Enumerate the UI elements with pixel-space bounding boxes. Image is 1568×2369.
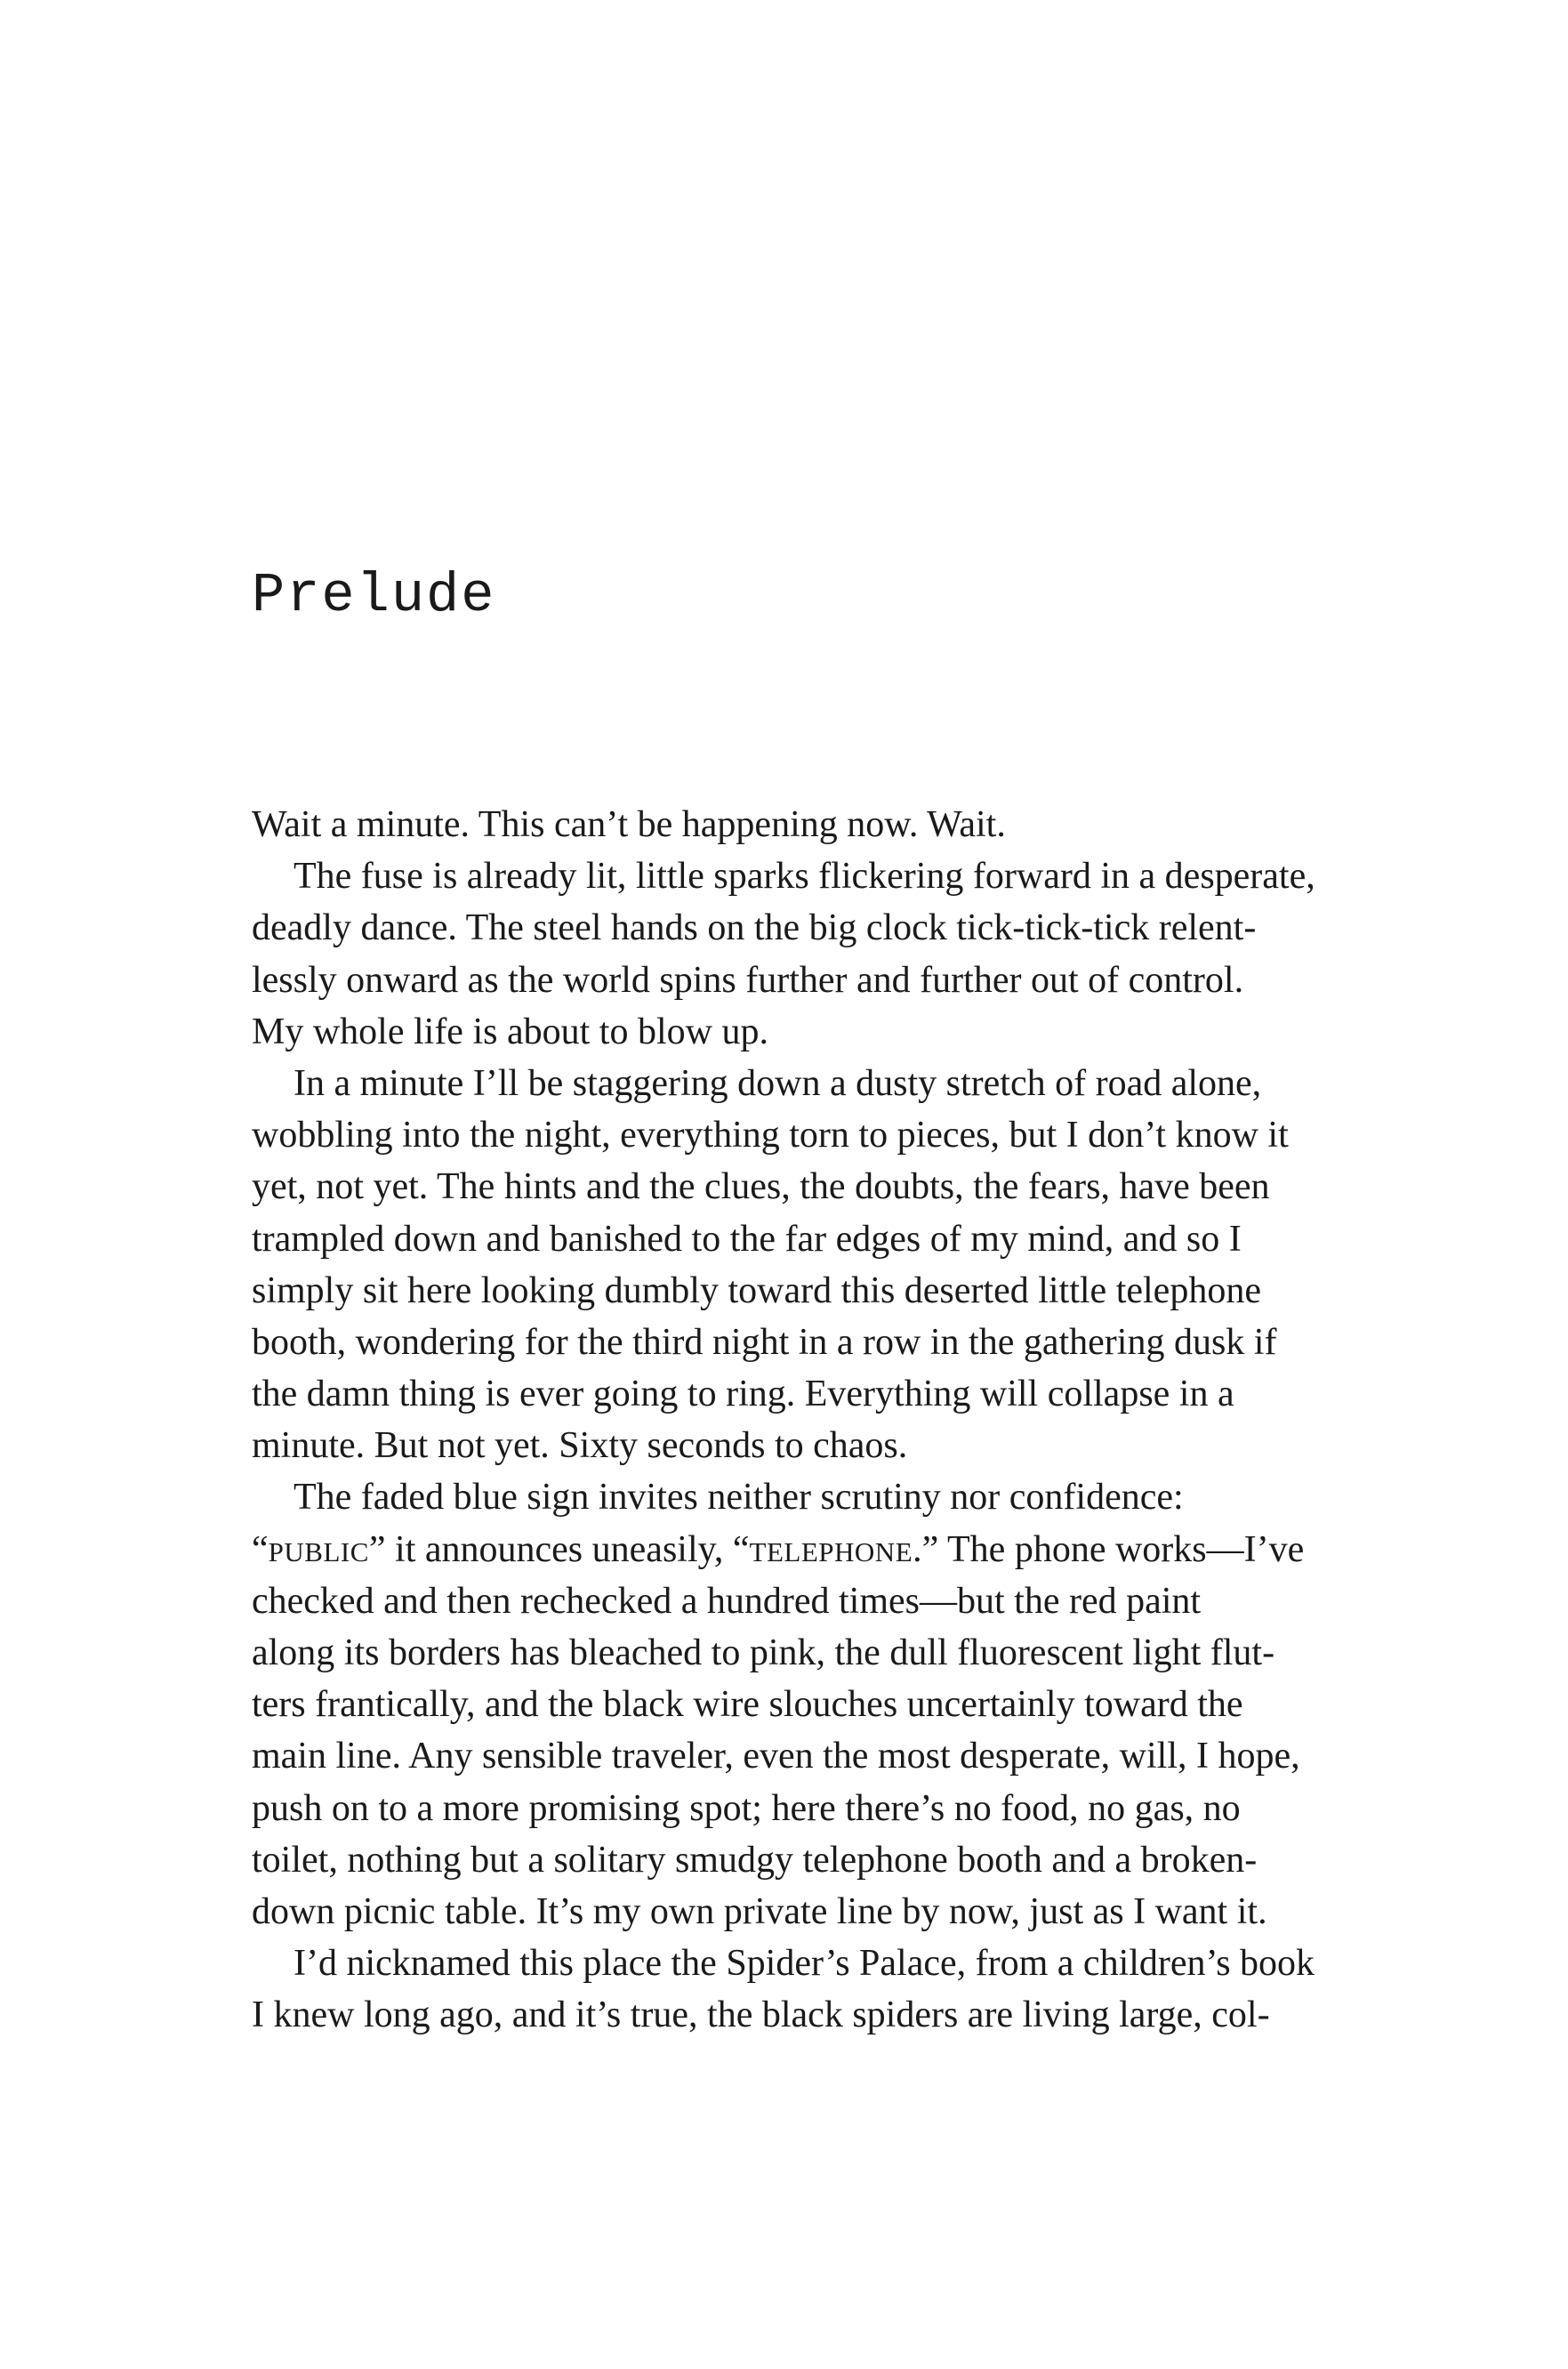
text-line: checked and then rechecked a hundred times—but the red paint [252,1580,1202,1622]
chapter-title: Prelude [252,564,496,627]
text-line: booth, wondering for the third night in a row in the gathering dusk if [252,1321,1277,1363]
text-line: toilet, nothing but a solitary smudgy telephone booth and a broken- [252,1839,1258,1881]
text-fragment: .” The phone works—I’ve [913,1528,1305,1570]
text-line: minute. But not yet. Sixty seconds to chaos. [252,1425,908,1467]
text-line-sign [252,1524,1390,1575]
text-line: My whole life is about to blow up. [252,1011,768,1052]
paragraph-first-line: The faded blue sign invites neither scrutiny nor confidence: [293,1477,1184,1519]
text-line: I knew long ago, and it’s true, the black spiders are living large, col- [252,1994,1270,2036]
text-line: push on to a more promising spot; here there’s no food, no gas, no [252,1787,1241,1829]
text-fragment: ” it announces uneasily, “ [368,1528,750,1570]
text-line: Wait a minute. This can’t be happening now. Wait. [252,804,1006,845]
text-line: yet, not yet. The hints and the clues, the doubts, the fears, have been [252,1166,1270,1208]
paragraph-first-line: The fuse is already lit, little sparks flickering forward in a desperate, [293,856,1315,898]
sign-word-public: PUBLIC [268,1535,369,1567]
text-line: wobbling into the night, everything torn to pieces, but I don’t know it [252,1115,1289,1156]
text-line: ters frantically, and the black wire slouches uncertainly toward the [252,1684,1243,1726]
text-line: deadly dance. The steel hands on the big clock tick-tick-tick relent- [252,907,1257,949]
text-line: down picnic table. It’s my own private line by now, just as I want it. [252,1890,1267,1932]
text-line: simply sit here looking dumbly toward this deserted little telephone [252,1269,1261,1311]
paragraph-first-line: I’d nicknamed this place the Spider’s Palace, from a children’s book [293,1943,1315,1985]
text-line: main line. Any sensible traveler, even the most desperate, will, I hope, [252,1736,1300,1777]
text-line: lessly onward as the world spins further and further out of control. [252,959,1244,1001]
body-text [252,799,1390,2042]
text-line: the damn thing is ever going to ring. Everything will collapse in a [252,1374,1234,1415]
sign-word-telephone: TELEPHONE [749,1535,913,1567]
open-quote: “ [252,1528,269,1570]
text-line: trampled down and banished to the far edges of my mind, and so I [252,1218,1242,1260]
text-line: along its borders has bleached to pink, the dull fluorescent light flut- [252,1632,1275,1673]
paragraph-first-line: In a minute I’ll be staggering down a dusty stretch of road alone, [293,1062,1262,1104]
